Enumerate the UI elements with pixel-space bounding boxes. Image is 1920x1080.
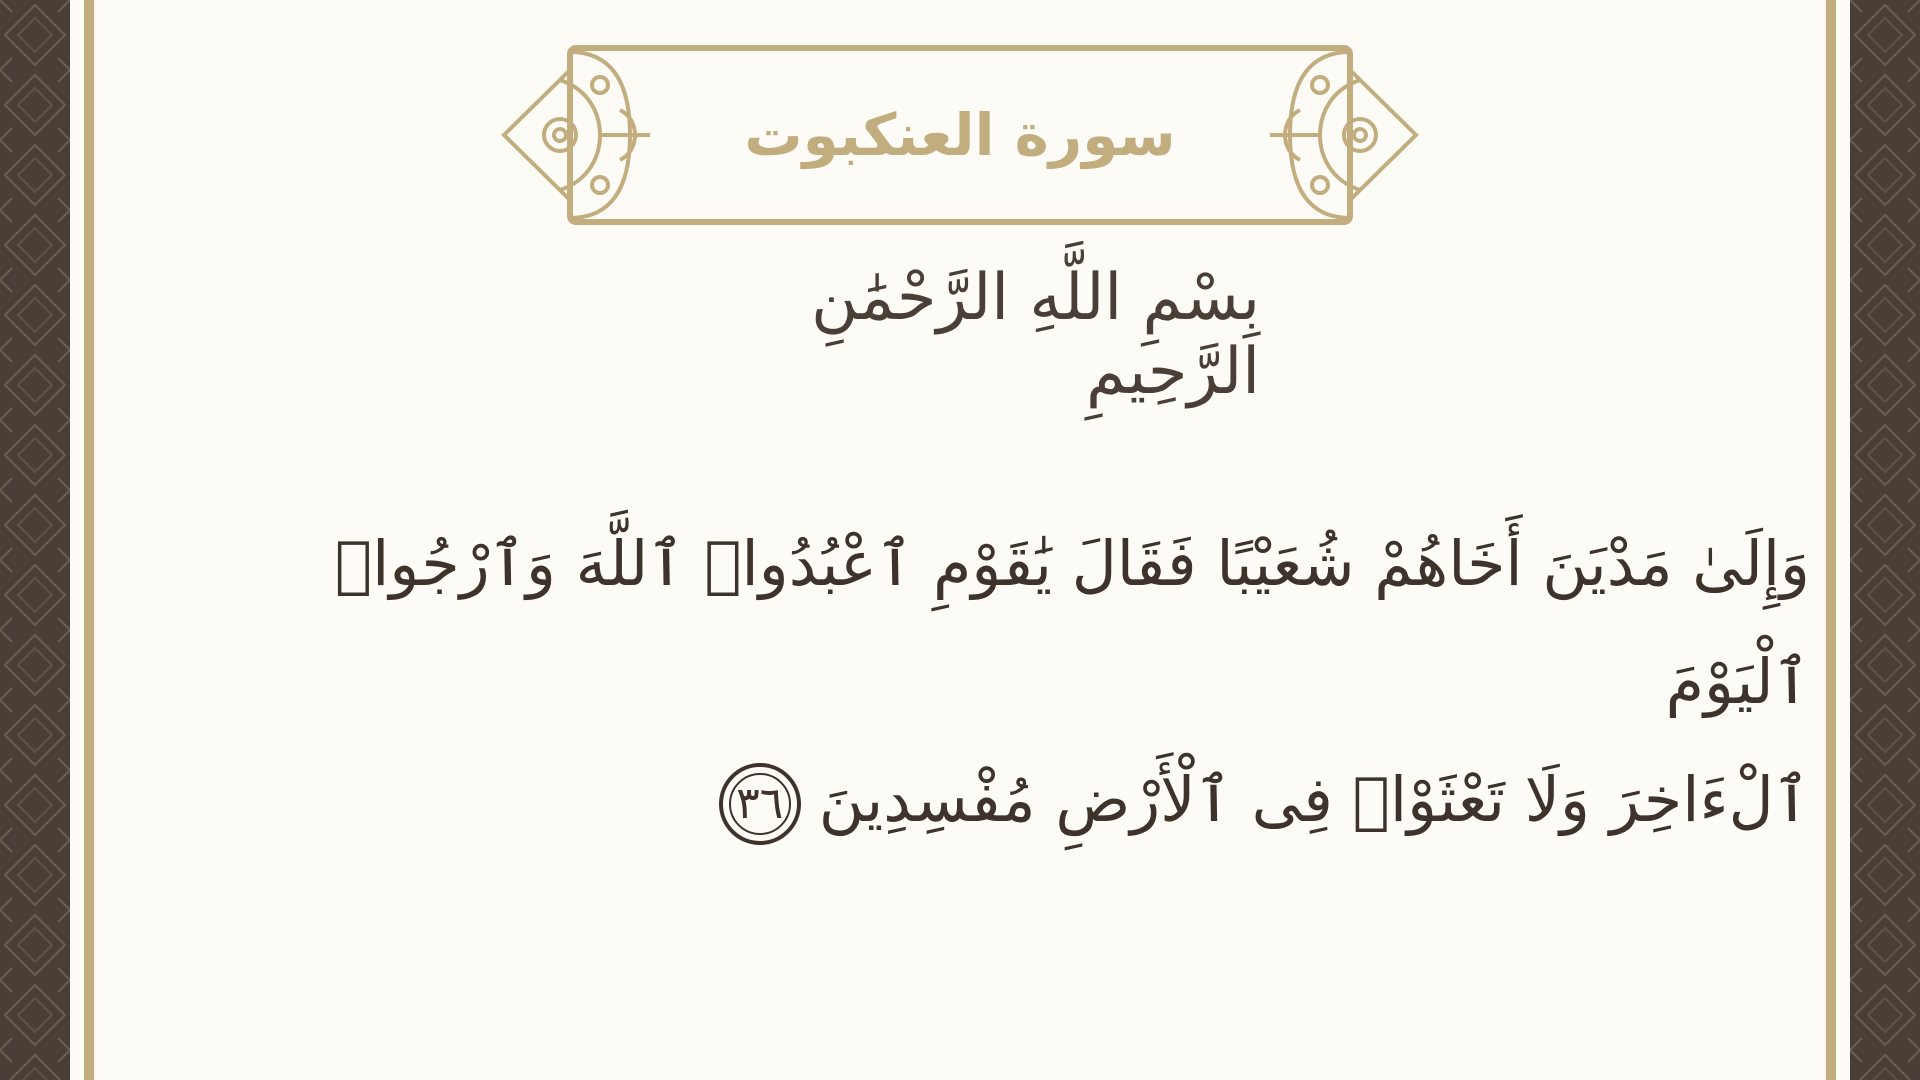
verse-line-2 [300, 741, 1810, 859]
verse-line-2-text: ٱلْءَاخِرَ وَلَا تَعْثَوْا۟ فِى ٱلْأَرْضِ مُفْسِدِينَ [818, 763, 1810, 836]
right-gold-rule [1826, 0, 1836, 1080]
surah-title-frame [500, 40, 1420, 230]
ayah-number-marker: ٣٦ [719, 763, 801, 845]
verse-line-1: وَإِلَىٰ مَدْيَنَ أَخَاهُمْ شُعَيْبًا فَقَالَ يَٰقَوْمِ ٱعْبُدُوا۟ ٱللَّهَ وَٱرْجُوا۟ ٱلْيَوْمَ [334, 527, 1810, 718]
left-ornamental-border [0, 0, 70, 1080]
right-ornamental-border [1850, 0, 1920, 1080]
basmala: بِسْمِ اللَّهِ الرَّحْمَٰنِ الرَّحِيمِ [811, 261, 1260, 409]
left-gold-rule [84, 0, 94, 1080]
verse-text [300, 505, 1810, 859]
surah-title: سورة العنكبوت [744, 101, 1176, 169]
